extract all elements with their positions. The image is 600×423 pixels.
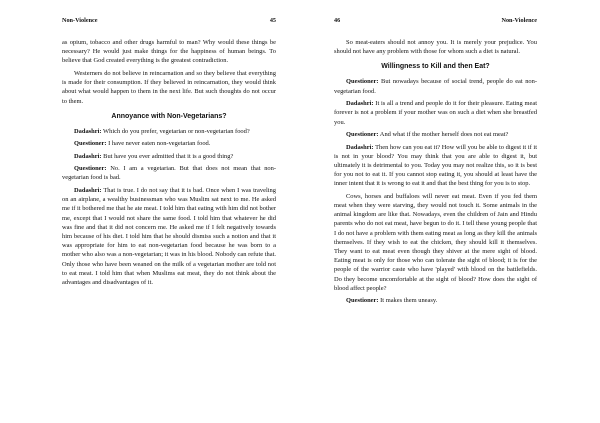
speaker-label: Questioner: <box>346 297 379 305</box>
right-dialogue-paragraph-2 <box>334 99 537 127</box>
left-dialogue-paragraph-1 <box>62 127 276 136</box>
right-page <box>300 0 600 423</box>
speaker-label: Dadashri: <box>346 143 374 151</box>
dialogue-text: And what if the mother herself does not eat meat? <box>378 131 509 139</box>
left-header-title: Non-Violence <box>62 17 98 24</box>
right-intro-paragraph-1: So meat-eaters should not annoy you. It is merely your prejudice. You should not have any problem with those for whom such a diet is natural. <box>334 39 537 56</box>
right-dialogue-paragraph-4 <box>334 143 537 189</box>
right-section-heading: Willingness to Kill and then Eat? <box>381 63 490 71</box>
dialogue-text: I have never eaten non-vegetarian food. <box>106 140 211 148</box>
left-intro-paragraph-1: as opium, tobacco and other drugs harmful to man? Why would these things be necessary? He would just make things for the happiness of human beings. To believe that God created everything is the greatest contradiction. <box>62 39 276 65</box>
speaker-label: Dadashri: <box>74 186 102 194</box>
left-dialogue-paragraph-2 <box>62 139 276 148</box>
speaker-label: Questioner: <box>346 78 379 86</box>
left-page-number: 45 <box>269 17 276 24</box>
left-running-header <box>62 17 276 29</box>
right-page-number: 46 <box>334 17 341 24</box>
left-dialogue-paragraph-3 <box>62 152 276 161</box>
left-section-heading: Annoyance with Non-Vegetarians? <box>111 112 227 120</box>
dialogue-text: But nowadays because of social trend, people do eat non-vegetarian food. <box>334 78 537 95</box>
dialogue-text: Which do you prefer, vegetarian or non-vegetarian food? <box>101 127 250 135</box>
speaker-label: Questioner: <box>346 131 379 139</box>
dialogue-text: It is all a trend and people do it for their pleasure. Eating meat forever is not a problem if your mother was on such a diet when she breastfed you. <box>334 100 537 126</box>
left-intro-paragraph-2: Westerners do not believe in reincarnation and so they believe that everything is made for their consumption. If they believed in reincarnation, they would think about what would happen to them in the next life. But such thoughts do not occur to them. <box>62 69 276 105</box>
dialogue-text: But have you ever admitted that it is a good thing? <box>101 152 234 160</box>
speaker-label: Dadashri: <box>74 127 102 135</box>
right-running-header <box>334 17 537 29</box>
right-closing-paragraph: Cows, horses and buffaloes will never eat meat. Even if you fed them meat when they were starving, they would not touch it. Some animals in the animal kingdom are like that. Nowadays, even the children of Jain and Hindu parents who do not eat meat, have begun to do it. I tell these young people that I do not have a problem with them eating meat as long as they kill the animals themselves. If they wish to eat the chicken, they should kill it themselves. They want to eat meat even though they shiver at the mere sight of blood. Eating meat is only for those who can tolerate the sight of blood; it is for the people of the warrior caste who have 'played' with blood on the battlefields. Do they become uncomfortable at the sight of blood? How does the sight of blood affect people? <box>334 192 537 292</box>
dialogue-text: That is true. I do not say that it is bad. Once when I was traveling on an airplane, a wealthy businessman who was Muslim sat next to me. He asked me if it bothered me that he ate meat. I told him that eating with him did not bother me, except that I would not share the same food. I told him that whatever he did was fine and that it did not concern me. He asked me if I felt negatively towards him because of his diet. I told him that he should dismiss such a notion and that it was appropriate for him to eat non-vegetarian food because he was born to a mother who also was a non-vegetarian; it was in his blood. Nobody can refute that. Only those who have been weaned on the milk of a vegetarian mother are told not to eat meat. I told him that when Muslims eat meat, they do not think about the advantages and disadvantages of it. <box>62 186 276 286</box>
left-dialogue-paragraph-5 <box>62 186 276 287</box>
right-dialogue-paragraph-3 <box>334 130 537 139</box>
dialogue-text: No. I am a vegetarian. But that does not mean that non-vegetarian food is bad. <box>62 165 276 182</box>
speaker-label: Dadashri: <box>346 100 374 108</box>
speaker-label: Questioner: <box>74 165 107 173</box>
speaker-label: Dadashri: <box>74 152 102 160</box>
right-final-dialogue <box>334 296 537 305</box>
speaker-label: Questioner: <box>74 140 107 148</box>
right-header-title: Non-Violence <box>501 17 537 24</box>
left-dialogue-paragraph-4 <box>62 164 276 182</box>
right-dialogue-paragraph-1 <box>334 77 537 95</box>
dialogue-text: Then how can you eat it? How will you be able to digest it if it is not in your blood? You may think that you are able to digest it, but ultimately it is detrimental to you. Today you may not realize this, so it is best for you not to eat it. If you cannot stop eating it, you should at least have the inner intent that it is wrong to eat it and that the best thing for you is to stop. <box>334 143 537 188</box>
dialogue-text: It makes them uneasy. <box>378 297 438 305</box>
